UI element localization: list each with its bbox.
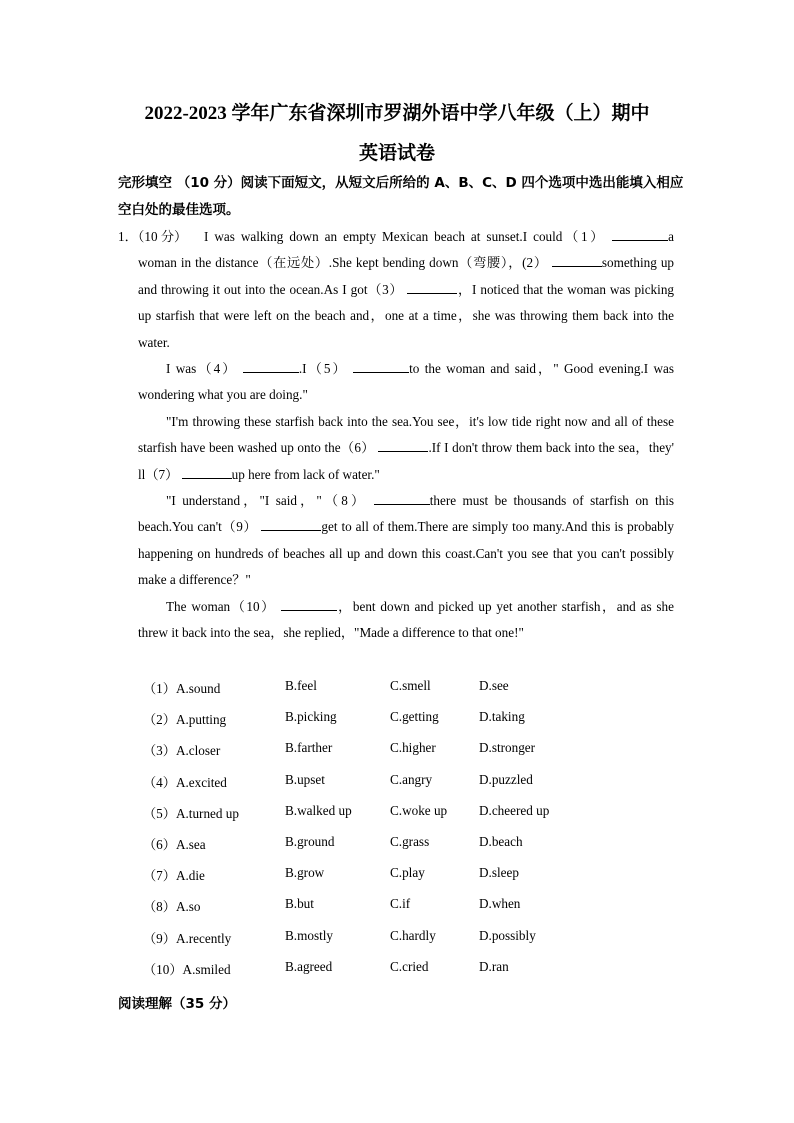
blank-6 bbox=[378, 437, 428, 452]
exam-title-line1: 2022-2023 学年广东省深圳市罗湖外语中学八年级（上）期中 bbox=[144, 103, 650, 124]
section1-instruction: 完形填空 （10 分）阅读下面短文，从短文后所给的 A、B、C、D 四个选项中选出能填入相应空白处的最佳选项。 bbox=[118, 175, 684, 218]
paragraph-1 bbox=[138, 224, 674, 356]
p4-text-b: there must be thousands of starfish on this beach.You can't（9） bbox=[138, 493, 675, 535]
option-d: D.puzzled bbox=[479, 771, 533, 787]
blank-1 bbox=[612, 226, 668, 241]
option-a: （4）A.excited bbox=[143, 774, 227, 790]
p2-text-c: to the woman and said，" Good evening.I was wondering what you are doing." bbox=[138, 361, 674, 403]
paragraph-5 bbox=[138, 594, 674, 647]
option-a: （5）A.turned up bbox=[143, 805, 239, 821]
p1-text-a: I was walking down an empty Mexican beach at sunset.I could（1） bbox=[204, 229, 607, 244]
answer-options bbox=[143, 678, 703, 990]
option-d: D.possibly bbox=[479, 927, 536, 943]
question-number: 1．（10 分） bbox=[118, 229, 188, 244]
option-c: C.angry bbox=[390, 771, 433, 787]
option-a: （1）A.sound bbox=[143, 681, 221, 696]
p3-text-a: "I'm throwing these starfish back into the sea.You see，it's low tide right now and all of these starfish have been washed up onto the（6） bbox=[138, 413, 674, 456]
option-c: C.play bbox=[390, 865, 425, 881]
p1-text-c: something up and throwing it out into the ocean.As I got（3） bbox=[138, 255, 675, 297]
option-a: （9）A.recently bbox=[143, 930, 232, 946]
blank-5 bbox=[353, 358, 409, 373]
option-a: （6）A.sea bbox=[143, 836, 206, 852]
option-b: B.agreed bbox=[285, 958, 333, 974]
p3-text-b: .If I don't throw them back into the sea，they' ll（7） bbox=[138, 440, 675, 482]
p5-text-a: The woman（10） bbox=[166, 598, 276, 614]
option-c: C.cried bbox=[390, 958, 429, 974]
blank-8 bbox=[374, 490, 430, 505]
p4-text-c: get to all of them.There are simply too many.And this is probably happening on hundreds of beaches all up and down this coast.Can't you see that you can't possibly make a difference？" bbox=[138, 519, 674, 588]
option-d: D.sleep bbox=[479, 865, 519, 881]
option-d: D.cheered up bbox=[479, 802, 550, 818]
paragraph-3 bbox=[138, 409, 674, 488]
option-row-5 bbox=[143, 803, 703, 834]
p4-text-a: "I understand，"I said，"（8） bbox=[166, 493, 368, 509]
p5-text-b: ，bent down and picked up yet another starfish，and as she threw it back into the sea，she replied，"Made a difference to that one!" bbox=[138, 598, 674, 641]
blank-7 bbox=[182, 464, 232, 479]
paragraph-2 bbox=[138, 356, 674, 409]
section2-heading: 阅读理解（35 分） bbox=[118, 996, 236, 1012]
blank-4 bbox=[243, 358, 299, 373]
option-d: D.ran bbox=[479, 958, 509, 974]
option-row-6 bbox=[143, 834, 703, 865]
option-row-9 bbox=[143, 928, 703, 959]
option-b: B.upset bbox=[285, 771, 325, 787]
exam-title-line2: 英语试卷 bbox=[358, 143, 435, 164]
blank-9 bbox=[261, 516, 321, 531]
option-c: C.if bbox=[390, 896, 411, 912]
option-a: （2）A.putting bbox=[143, 712, 227, 728]
option-b: B.picking bbox=[285, 709, 337, 725]
option-a: （10）A.smiled bbox=[143, 961, 231, 977]
option-row-2 bbox=[143, 709, 703, 740]
option-row-3 bbox=[143, 740, 703, 771]
option-a: （3）A.closer bbox=[143, 743, 221, 759]
cloze-passage bbox=[138, 224, 674, 647]
option-d: D.beach bbox=[479, 833, 523, 849]
option-b: B.mostly bbox=[285, 927, 333, 943]
option-a: （8）A.so bbox=[143, 899, 201, 915]
blank-2 bbox=[552, 252, 602, 267]
option-d: D.see bbox=[479, 678, 509, 693]
option-c: C.smell bbox=[390, 678, 431, 693]
option-row-1 bbox=[143, 678, 703, 709]
p2-text-a: I was（4） bbox=[166, 361, 238, 377]
paragraph-4 bbox=[138, 488, 674, 594]
blank-3 bbox=[407, 279, 457, 294]
option-d: D.when bbox=[479, 896, 521, 912]
p1-text-b: a woman in the distance（在远处）.She kept bending down（弯腰），(2） bbox=[138, 229, 674, 271]
option-b: B.farther bbox=[285, 740, 333, 756]
option-row-10 bbox=[143, 959, 703, 990]
option-a: （7）A.die bbox=[143, 868, 205, 884]
option-b: B.grow bbox=[285, 865, 325, 881]
option-c: C.hardly bbox=[390, 927, 436, 943]
blank-10 bbox=[281, 596, 337, 611]
p3-text-c: up here from lack of water." bbox=[231, 466, 380, 482]
option-row-8 bbox=[143, 896, 703, 927]
option-b: B.walked up bbox=[285, 802, 352, 818]
option-c: C.woke up bbox=[390, 802, 448, 818]
option-b: B.but bbox=[285, 896, 314, 912]
option-row-7 bbox=[143, 865, 703, 896]
option-c: C.higher bbox=[390, 740, 436, 756]
p1-text-d: ，I noticed that the woman was picking up starfish that were left on the beach and，one at a time，she was throwing them back into the water. bbox=[138, 281, 675, 350]
p2-text-b: .I（5） bbox=[298, 361, 348, 377]
option-c: C.grass bbox=[390, 833, 430, 849]
option-d: D.taking bbox=[479, 709, 525, 725]
option-row-4 bbox=[143, 772, 703, 803]
option-d: D.stronger bbox=[479, 740, 536, 756]
option-b: B.feel bbox=[285, 678, 317, 693]
option-c: C.getting bbox=[390, 709, 439, 725]
option-b: B.ground bbox=[285, 833, 335, 849]
